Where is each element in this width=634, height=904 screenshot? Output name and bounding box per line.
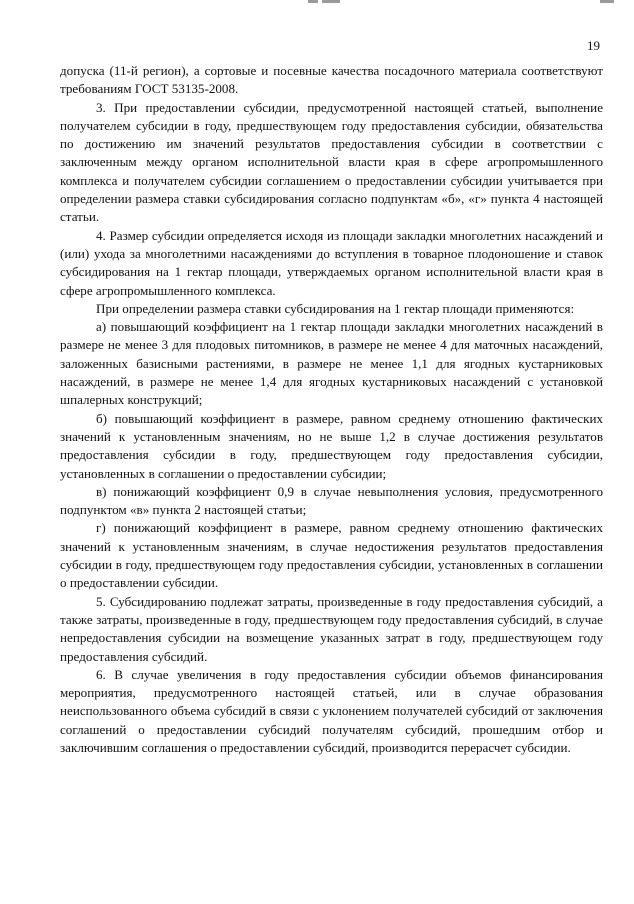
paragraph-continuation: допуска (11-й регион), а сортовые и посевные качества посадочного материала соответствуют требованиям ГОСТ 53135-2008. bbox=[60, 63, 603, 97]
page-number: 19 bbox=[587, 38, 600, 53]
paragraph-subitem-a: а) повышающий коэффициент на 1 гектар площади закладки многолетних насаждений в размере не менее 3 для плодовых питомников, в размере не менее 4 для маточных насаждений, заложенных базисными растениями, в размере не менее 1,1 для ягодных кустарниковых насаждений, в размере не менее 1,4 для ягодных кустарниковых насаждений с установкой шпалерных конструкций; bbox=[60, 319, 603, 408]
paragraph-item-5: 5. Субсидированию подлежат затраты, произведенные в году предоставления субсидий, а также затраты, произведенные в году, предшествующем году предоставления субсидий, в случае непредоставления субсидии на возмещение указанных затрат в году, предшествующем году предоставления субсидий. bbox=[60, 593, 603, 664]
paragraph-item-4: 4. Размер субсидии определяется исходя из площади закладки многолетних насаждений и (или) ухода за многолетними насаждениями до вступления в товарное плодоношение и ставок субсидирования на 1 гектар площади, утверждаемых органом исполнительной власти края в сфере агропромышленного комплекса. bbox=[60, 227, 603, 298]
paragraph-subitem-g: г) понижающий коэффициент в размере, равном среднему отношению фактических значений к установленным значениям, в случае недостижения результатов предоставления субсидии в году, предшествующем году предоставления субсидии, установленных в соглашении о предоставлении субсидии. bbox=[60, 520, 603, 591]
paragraph-rate-intro: При определении размера ставки субсидирования на 1 гектар площади применяются: bbox=[96, 300, 575, 316]
paragraph-subitem-v: в) понижающий коэффициент 0,9 в случае невыполнения условия, предусмотренного подпунктом «в» пункта 2 настоящей статьи; bbox=[60, 483, 603, 518]
paragraph-item-3: 3. При предоставлении субсидии, предусмотренной настоящей статьей, выполнение получателем субсидии в году, предшествующем году предоставления субсидии, обязательства по достижению им значений результатов предоставления субсидии в соответствии с заключенным между органом исполнительной власти края в сфере агропромышленного комплекса и получателем субсидии соглашением о предоставлении субсидии учитывается при определении размера ставки субсидирования согласно подпунктам «б», «г» пункта 4 настоящей статьи. bbox=[60, 99, 603, 225]
document-body bbox=[60, 62, 603, 757]
scan-artifact-marks bbox=[300, 0, 620, 6]
paragraph-subitem-b: б) повышающий коэффициент в размере, равном среднему отношению фактических значений к установленным значениям, но не выше 1,2 в случае достижения результатов предоставления субсидии в году, предшествующем году предоставления субсидии, установленных в соглашении о предоставлении субсидии; bbox=[60, 410, 603, 481]
paragraph-item-6: 6. В случае увеличения в году предоставления субсидии объемов финансирования мероприятия, предусмотренного настоящей статьей, или в случае образования неиспользованного объема субсидий в связи с уклонением получателей субсидий от заключения соглашений о предоставлении субсидий получателям субсидий, прошедшим отбор и заключившим соглашения о предоставлении субсидий, производится перерасчет субсидии. bbox=[60, 666, 603, 755]
